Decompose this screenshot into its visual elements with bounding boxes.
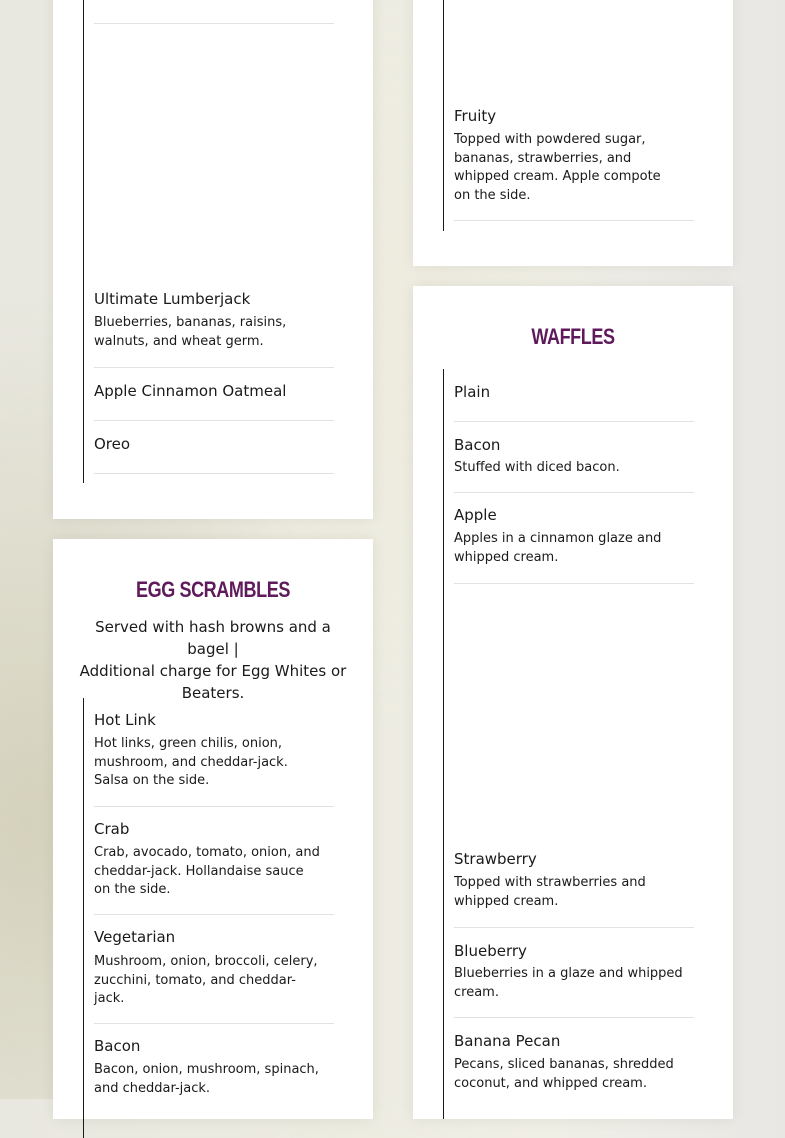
egg-scrambles-card: [53, 539, 373, 1119]
egg-scrambles-item-list: [83, 698, 344, 1138]
item-description: Mushroom, onion, broccoli, celery, zucchini, tomato, and cheddar- jack.: [94, 954, 318, 1006]
section-subtitle: Served with hash browns and a bagel | Additional charge for Egg Whites or Beaters.: [79, 618, 347, 702]
menu-item-apple-cinnamon-oatmeal: [94, 368, 334, 421]
item-description: Bacon, onion, mushroom, spinach, and cheddar-jack.: [94, 1062, 319, 1096]
item-description: Blueberries, bananas, raisins, walnuts, and wheat germ.: [94, 315, 287, 349]
item-description: Pecans, sliced bananas, shredded coconut, and whipped cream.: [454, 1057, 674, 1091]
menu-item-blueberry: [454, 928, 694, 1018]
item-name: Strawberry: [454, 850, 537, 868]
menu-item-banana-pecan: [454, 1018, 694, 1118]
list-item: [94, 0, 334, 24]
item-name: Vegetarian: [94, 928, 176, 946]
oatmeal-card: [53, 0, 373, 519]
item-description: Apples in a cinnamon glaze and whipped cream.: [454, 531, 662, 565]
item-description: Stuffed with diced bacon.: [454, 460, 620, 475]
item-name: Crab: [94, 820, 130, 838]
menu-item-strawberry: [454, 584, 694, 928]
item-name: Ultimate Lumberjack: [94, 290, 251, 308]
item-name: Oreo: [94, 435, 131, 453]
menu-item-apple: [454, 493, 694, 584]
item-name: Blueberry: [454, 942, 527, 960]
waffles-card: [413, 286, 733, 1119]
waffles-item-list: [443, 369, 704, 1119]
item-name: Apple Cinnamon Oatmeal: [94, 382, 287, 400]
section-title: EGG SCRAMBLES: [135, 577, 291, 602]
item-name: Bacon: [454, 436, 501, 454]
menu-item-fruity: [454, 0, 694, 221]
menu-item-hot-link: [94, 698, 334, 807]
oatmeal-item-list: [83, 0, 344, 483]
item-description: Topped with powdered sugar, bananas, strawberries, and whipped cream. Apple compote on the side.: [454, 132, 661, 203]
item-name: Bacon: [94, 1037, 141, 1055]
pancakes-card: [413, 0, 733, 266]
menu-item-bacon: [94, 1024, 334, 1134]
menu-item-oreo: [94, 421, 334, 474]
item-name: Plain: [454, 383, 491, 401]
item-description: Crab, avocado, tomato, onion, and cheddar-jack. Hollandaise sauce on the side.: [94, 845, 320, 897]
menu-item-bacon: [454, 422, 694, 493]
item-description: [94, 0, 280, 3]
menu-item-vegetarian: [94, 915, 334, 1024]
item-name: Hot Link: [94, 711, 156, 729]
item-description: Hot links, green chilis, onion, mushroom, and cheddar-jack. Salsa on the side.: [94, 736, 288, 788]
item-name: Banana Pecan: [454, 1032, 561, 1050]
item-description: Blueberries in a glaze and whipped cream.: [454, 966, 683, 1000]
item-name: Apple: [454, 506, 497, 524]
menu-item-crab: [94, 807, 334, 915]
menu-item-plain: [454, 369, 694, 422]
pancakes-item-list: [443, 0, 704, 231]
item-description: Topped with strawberries and whipped cream.: [454, 875, 646, 909]
item-name: Fruity: [454, 107, 497, 125]
section-title: WAFFLES: [531, 324, 615, 349]
menu-item-ultimate-lumberjack: [94, 24, 334, 368]
